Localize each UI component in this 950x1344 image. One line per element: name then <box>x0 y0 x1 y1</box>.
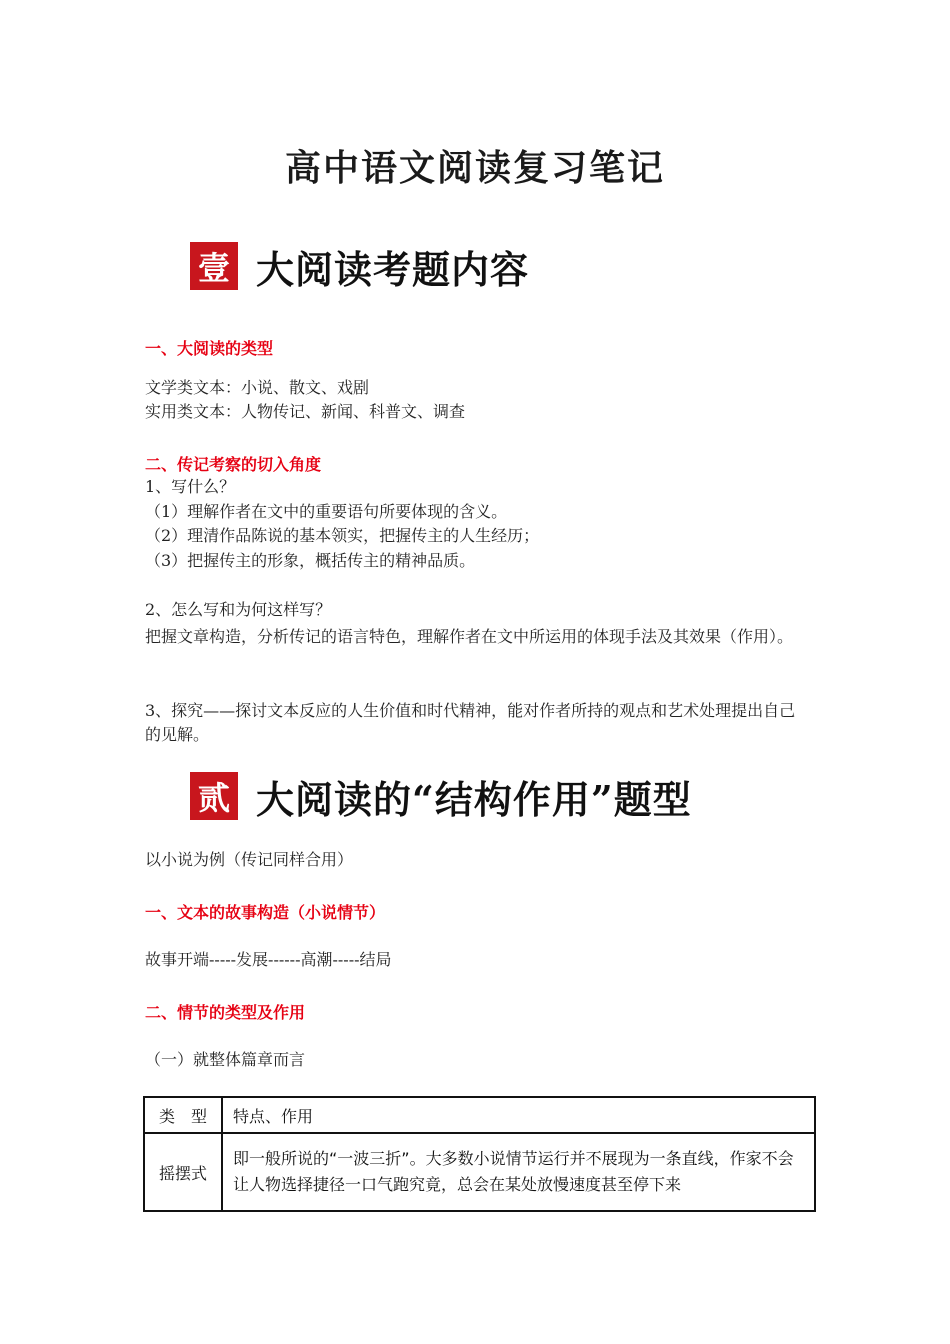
section-header-1 <box>190 242 529 290</box>
section-header-2 <box>190 772 692 820</box>
plot-type-table <box>143 1096 816 1212</box>
section-badge: 贰 <box>190 772 238 820</box>
subheading-angles: 二、传记考察的切入角度 <box>145 455 322 474</box>
table-cell: 即一般所说的“一波三折”。大多数小说情节运行并不展现为一条直线，作家不会让人物选择捷径一口气跑究竟，总会在某处放慢速度甚至停下来 <box>222 1133 815 1211</box>
paragraph: 文学类文本：小说、散文、戏剧 <box>145 378 370 397</box>
section-badge: 壹 <box>190 242 238 290</box>
question: 2、怎么写和为何这样写？ <box>145 600 332 619</box>
section-heading: 大阅读考题内容 <box>256 246 530 292</box>
paragraph: 把握文章构造，分析传记的语言特色，理解作者在文中所运用的体现手法及其效果（作用）。 <box>145 627 794 646</box>
table-header-cell: 特点、作用 <box>222 1097 815 1133</box>
paragraph: 3、探究——探讨文本反应的人生价值和时代精神，能对作者所持的观点和艺术处理提出自己的见解。 <box>145 701 796 744</box>
table-header-row <box>144 1097 815 1133</box>
paragraph: 实用类文本：人物传记、新闻、科普文、调查 <box>145 402 466 421</box>
list-item: （2）理清作品陈说的基本领实，把握传主的人生经历； <box>145 526 540 545</box>
paragraph: 以小说为例（传记同样合用） <box>145 850 354 869</box>
subheading-types: 一、大阅读的类型 <box>145 339 274 358</box>
table-cell: 摇摆式 <box>144 1133 222 1211</box>
paragraph: （一）就整体篇章而言 <box>145 1050 306 1069</box>
table-header-cell: 类 型 <box>144 1097 222 1133</box>
list-item: （3）把握传主的形象，概括传主的精神品质。 <box>145 551 476 570</box>
section-heading: 大阅读的“结构作用”题型 <box>256 776 692 822</box>
subheading-structure: 一、文本的故事构造（小说情节） <box>145 903 386 922</box>
page-title: 高中语文阅读复习笔记 <box>284 148 665 189</box>
table-row <box>144 1133 815 1211</box>
question: 1、写什么？ <box>145 477 236 496</box>
subheading-plot-types: 二、情节的类型及作用 <box>145 1003 306 1022</box>
list-item: （1）理解作者在文中的重要语句所要体现的含义。 <box>145 502 508 521</box>
paragraph: 故事开端-----发展------高潮-----结局 <box>145 950 392 969</box>
